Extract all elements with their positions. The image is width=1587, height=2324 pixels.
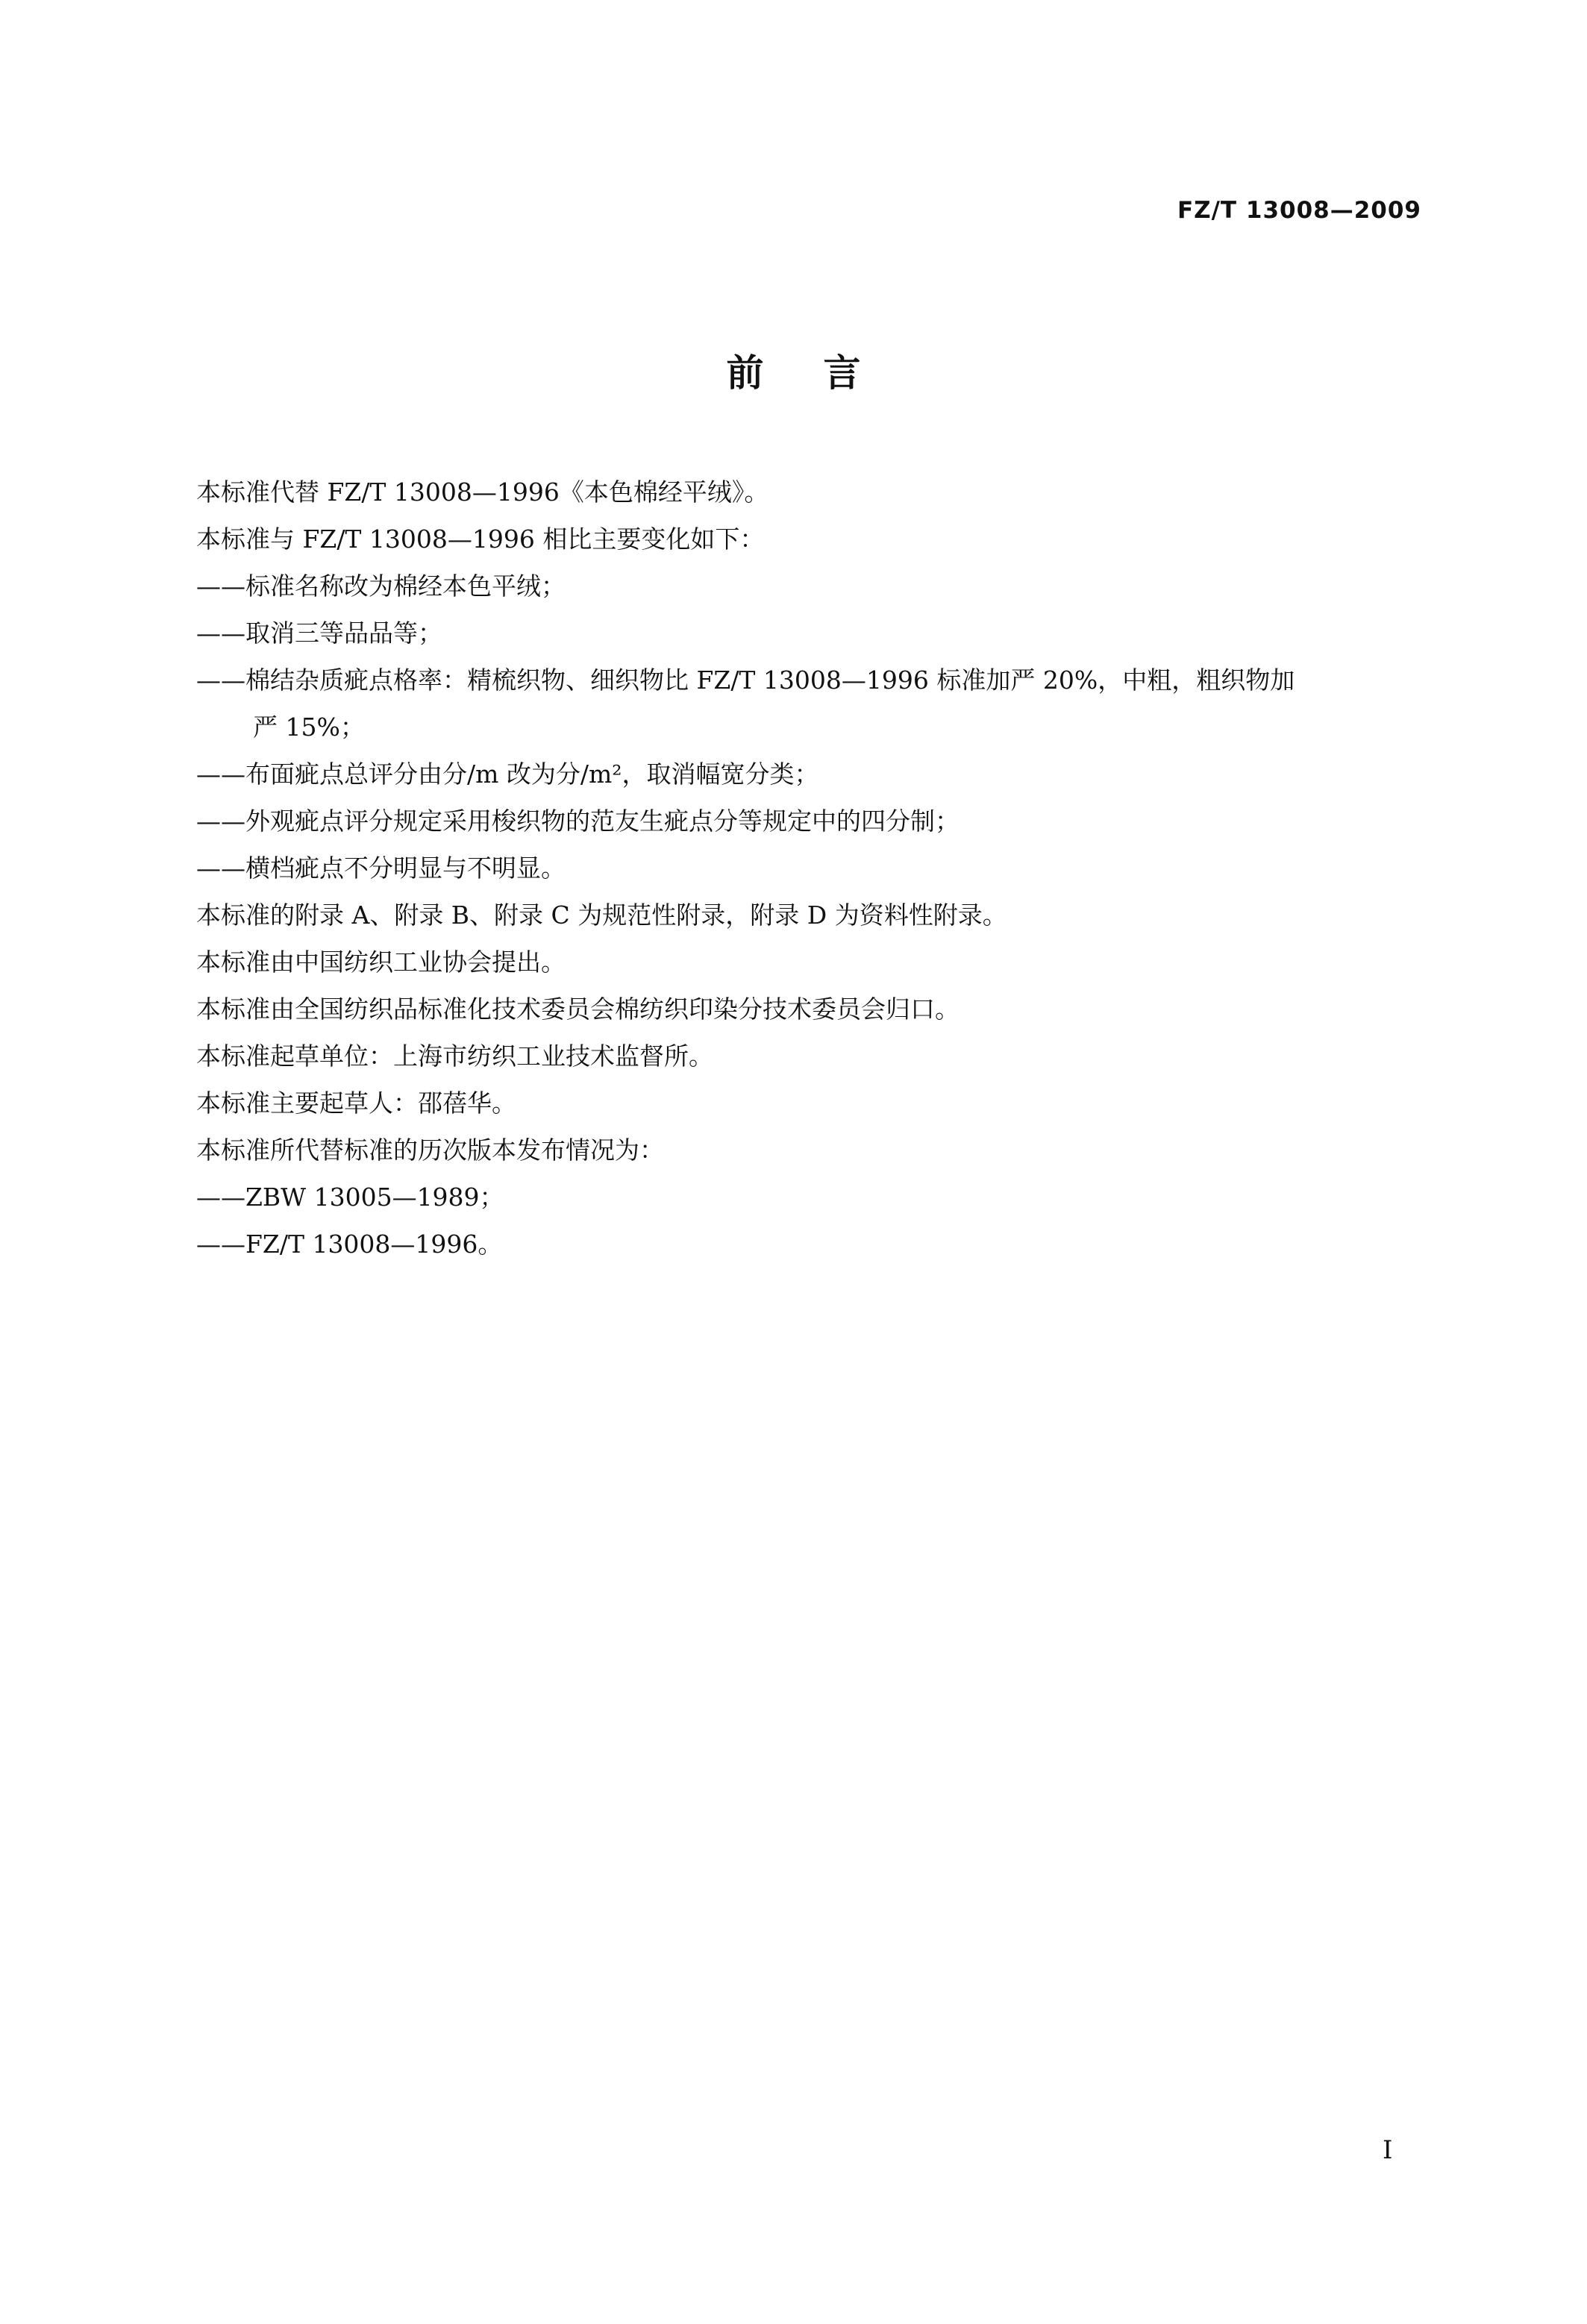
body-line: 本标准代替 FZ/T 13008—1996《本色棉经平绒》。 [196, 477, 769, 507]
body-line: 本标准由全国纺织品标准化技术委员会棉纺织印染分技术委员会归口。 [196, 995, 960, 1024]
list-item: ——ZBW 13005—1989； [196, 1183, 504, 1212]
list-item: ——棉结杂质疵点格率：精梳织物、细织物比 FZ/T 13008—1996 标准加严 20%，中粗，粗织物加 [196, 665, 1295, 695]
body-line: 本标准起草单位：上海市纺织工业技术监督所。 [196, 1042, 713, 1071]
foreword-body [196, 469, 1427, 1268]
body-line: 本标准与 FZ/T 13008—1996 相比主要变化如下： [196, 524, 765, 554]
page-title: 前言 [726, 351, 921, 395]
list-item: ——布面疵点总评分由分/m 改为分/m²，取消幅宽分类； [196, 759, 819, 789]
body-line: 本标准所代替标准的历次版本发布情况为： [196, 1136, 664, 1165]
list-item: ——取消三等品品等； [196, 618, 442, 648]
body-line: 本标准由中国纺织工业协会提出。 [196, 948, 566, 977]
list-item-continuation: 严 15%； [253, 712, 365, 742]
list-item: ——横档疵点不分明显与不明显。 [196, 854, 566, 883]
body-line: 本标准主要起草人：邵蓓华。 [196, 1089, 516, 1118]
list-item: ——外观疵点评分规定采用梭织物的范友生疵点分等规定中的四分制； [196, 806, 960, 836]
page-number: I [1383, 2135, 1393, 2165]
list-item: ——FZ/T 13008—1996。 [196, 1230, 503, 1259]
standard-number: FZ/T 13008—2009 [1177, 197, 1421, 224]
body-line: 本标准的附录 A、附录 B、附录 C 为规范性附录，附录 D 为资料性附录。 [196, 901, 1007, 930]
list-item: ——标准名称改为棉经本色平绒； [196, 571, 566, 601]
